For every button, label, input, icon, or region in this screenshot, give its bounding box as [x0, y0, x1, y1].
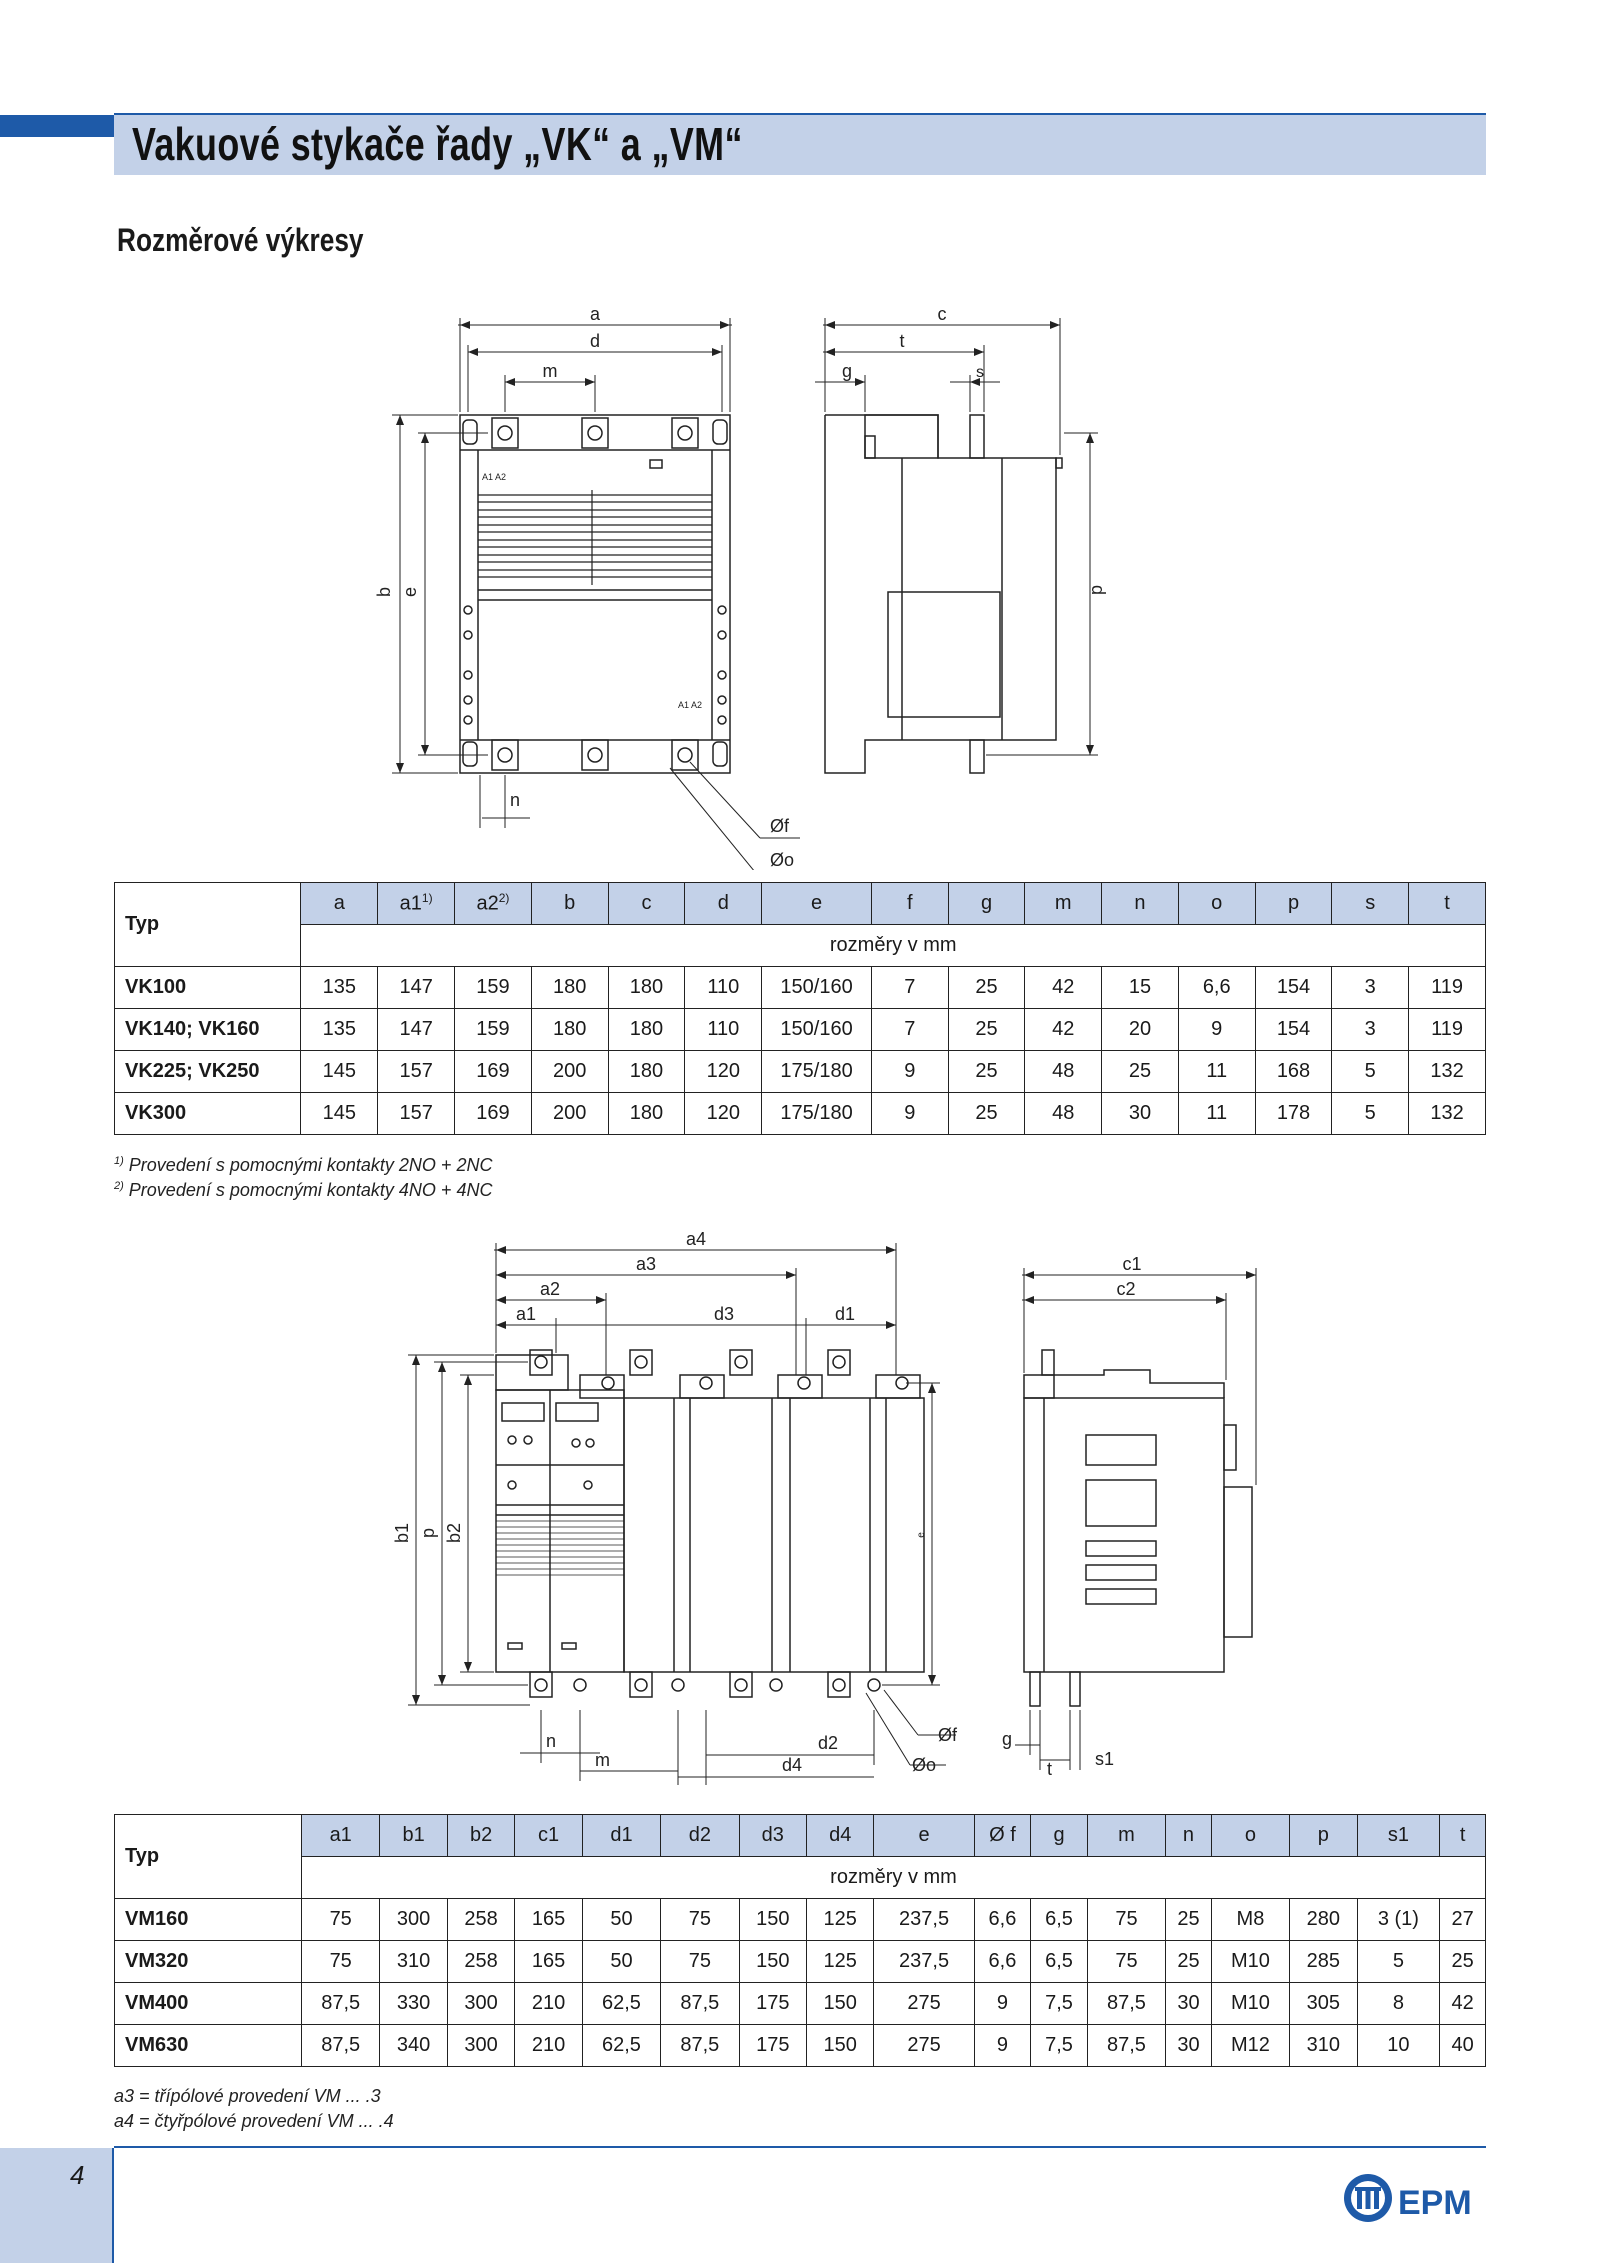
page-title: Vakuové stykače řady „VK“ a „VM“ — [132, 118, 743, 170]
table-cell: 145 — [301, 1051, 378, 1093]
table-cell: 30 — [1166, 1983, 1212, 2025]
vk-dimensions-table — [114, 882, 1486, 1135]
table-cell: 3 — [1332, 967, 1409, 1009]
row-type: VK225; VK250 — [115, 1051, 301, 1093]
vm-label-a3: a3 — [635, 1254, 657, 1274]
table-cell: 119 — [1409, 967, 1486, 1009]
table-cell: 9 — [871, 1093, 948, 1135]
table-cell: 5 — [1332, 1051, 1409, 1093]
table-cell: 175/180 — [762, 1051, 872, 1093]
vm-col-header: d2 — [661, 1815, 739, 1857]
vk-coil-label-bottom: A1 A2 — [678, 700, 703, 710]
table-cell: 275 — [874, 2025, 974, 2067]
vm-col-header: a1 — [302, 1815, 380, 1857]
table-cell: 157 — [378, 1093, 455, 1135]
table-cell: 150 — [739, 1941, 806, 1983]
table-cell: 135 — [301, 1009, 378, 1051]
table-cell: 9 — [871, 1051, 948, 1093]
row-type: VM320 — [115, 1941, 302, 1983]
table-cell: 165 — [515, 1941, 582, 1983]
table-row — [115, 1983, 1486, 2025]
table-cell: 135 — [301, 967, 378, 1009]
table-cell: 3 (1) — [1357, 1899, 1440, 1941]
vm-label-o: Øo — [912, 1755, 937, 1775]
table-cell: 25 — [948, 967, 1025, 1009]
row-type: VM160 — [115, 1899, 302, 1941]
vm-note-2: a4 = čtyřpólové provedení VM ... .4 — [114, 2111, 394, 2131]
table-cell: 25 — [1102, 1051, 1179, 1093]
table-row — [115, 1093, 1486, 1135]
table-cell: 40 — [1440, 2025, 1486, 2067]
table-cell: 280 — [1290, 1899, 1357, 1941]
table-cell: 147 — [378, 967, 455, 1009]
vk-label-b: b — [374, 586, 394, 598]
vk-table-body — [115, 967, 1486, 1135]
vm-note-1: a3 = třípólové provedení VM ... .3 — [114, 2086, 381, 2106]
table-cell: 7 — [871, 1009, 948, 1051]
vm-label-s1: s1 — [1095, 1749, 1115, 1769]
table-cell: 180 — [608, 1093, 685, 1135]
vk-coil-label-top: A1 A2 — [482, 472, 507, 482]
vk-label-g: g — [841, 361, 853, 381]
table-cell: 200 — [531, 1093, 608, 1135]
table-cell: 305 — [1290, 1983, 1357, 2025]
table-cell: 62,5 — [582, 2025, 660, 2067]
vm-col-header: d1 — [582, 1815, 660, 1857]
table-cell: 175/180 — [762, 1093, 872, 1135]
table-cell: 237,5 — [874, 1941, 974, 1983]
table-cell: 330 — [380, 1983, 447, 2025]
table-cell: 210 — [515, 2025, 582, 2067]
table-cell: 110 — [685, 1009, 762, 1051]
table-cell: 310 — [380, 1941, 447, 1983]
section-title: Rozměrové výkresy — [117, 222, 364, 258]
vm-col-header: n — [1166, 1815, 1212, 1857]
vm-col-header: d4 — [807, 1815, 874, 1857]
vm-label-m: m — [595, 1750, 610, 1770]
vm-col-header: p — [1290, 1815, 1357, 1857]
vm-label-a1: a1 — [515, 1304, 537, 1324]
table-cell: 42 — [1025, 967, 1102, 1009]
vk-label-n: n — [510, 790, 521, 810]
table-cell: 7,5 — [1031, 2025, 1088, 2067]
vm-dimension-drawing — [390, 1225, 1270, 1795]
vk-col-header: b — [531, 883, 608, 925]
table-cell: 175 — [739, 2025, 806, 2067]
vk-col-header: f — [871, 883, 948, 925]
table-cell: 50 — [582, 1899, 660, 1941]
table-cell: 178 — [1255, 1093, 1332, 1135]
vk-unit-label: rozměry v mm — [301, 925, 1486, 967]
table-cell: 6,6 — [974, 1941, 1031, 1983]
vk-col-header: n — [1102, 883, 1179, 925]
table-cell: 5 — [1357, 1941, 1440, 1983]
table-cell: 340 — [380, 2025, 447, 2067]
vk-typ-header: Typ — [115, 883, 301, 967]
vm-col-header: b1 — [380, 1815, 447, 1857]
vk-col-header: a1$^{1)}$ — [378, 883, 455, 925]
table-cell: 42 — [1440, 1983, 1486, 2025]
vk-col-header: c — [608, 883, 685, 925]
table-cell: 175 — [739, 1983, 806, 2025]
vm-label-t: t — [1047, 1759, 1053, 1779]
table-cell: 6,6 — [974, 1899, 1031, 1941]
vk-label-m: m — [542, 361, 558, 381]
table-cell: 50 — [582, 1941, 660, 1983]
table-cell: 310 — [1290, 2025, 1357, 2067]
header-accent-bar — [0, 115, 114, 137]
table-cell: 25 — [948, 1051, 1025, 1093]
vm-col-header: c1 — [515, 1815, 582, 1857]
table-cell: 159 — [455, 967, 532, 1009]
vm-label-d3: d3 — [713, 1304, 735, 1324]
table-cell: 3 — [1332, 1009, 1409, 1051]
table-cell: 11 — [1178, 1093, 1255, 1135]
table-cell: 87,5 — [1087, 2025, 1165, 2067]
row-type: VM400 — [115, 1983, 302, 2025]
row-type: VM630 — [115, 2025, 302, 2067]
table-cell: 75 — [302, 1941, 380, 1983]
vm-label-a2: a2 — [539, 1279, 561, 1299]
table-cell: 20 — [1102, 1009, 1179, 1051]
vm-label-n: n — [546, 1731, 557, 1751]
table-cell: M10 — [1211, 1983, 1289, 2025]
vk-label-s: s — [976, 364, 984, 381]
vm-label-p: p — [418, 1527, 438, 1539]
table-cell: 42 — [1025, 1009, 1102, 1051]
table-cell: M8 — [1211, 1899, 1289, 1941]
table-cell: 154 — [1255, 967, 1332, 1009]
table-cell: 120 — [685, 1093, 762, 1135]
table-cell: 6,5 — [1031, 1941, 1088, 1983]
table-cell: 75 — [661, 1899, 739, 1941]
vm-label-a4: a4 — [685, 1229, 707, 1249]
table-cell: 169 — [455, 1051, 532, 1093]
vk-col-header: e — [762, 883, 872, 925]
vk-col-header: a2$^{2)}$ — [455, 883, 532, 925]
vm-label-d4: d4 — [782, 1755, 803, 1775]
table-cell: 30 — [1102, 1093, 1179, 1135]
table-cell: 6,5 — [1031, 1899, 1088, 1941]
table-cell: 159 — [455, 1009, 532, 1051]
table-row — [115, 1009, 1486, 1051]
page-number: 4 — [70, 2160, 85, 2190]
table-cell: 25 — [948, 1093, 1025, 1135]
vm-label-e: e — [916, 1532, 927, 1538]
table-cell: 285 — [1290, 1941, 1357, 1983]
vk-label-d: d — [589, 331, 601, 351]
table-cell: 6,6 — [1178, 967, 1255, 1009]
vm-label-b1: b1 — [392, 1522, 412, 1544]
vk-label-p: p — [1086, 584, 1106, 596]
vk-label-c: c — [937, 304, 947, 324]
table-cell: 237,5 — [874, 1899, 974, 1941]
table-cell: 150 — [807, 2025, 874, 2067]
table-cell: 48 — [1025, 1051, 1102, 1093]
table-cell: 125 — [807, 1899, 874, 1941]
table-cell: 87,5 — [1087, 1983, 1165, 2025]
table-cell: 275 — [874, 1983, 974, 2025]
row-type: VK300 — [115, 1093, 301, 1135]
table-cell: 11 — [1178, 1051, 1255, 1093]
table-cell: 5 — [1332, 1093, 1409, 1135]
vm-col-header: e — [874, 1815, 974, 1857]
footer-rule — [114, 2146, 1486, 2148]
vk-label-a: a — [589, 304, 601, 324]
table-cell: 300 — [447, 1983, 514, 2025]
table-cell: 7,5 — [1031, 1983, 1088, 2025]
table-cell: 87,5 — [661, 1983, 739, 2025]
vm-label-d1: d1 — [834, 1304, 856, 1324]
table-row — [115, 1941, 1486, 1983]
table-cell: 180 — [531, 967, 608, 1009]
table-cell: M10 — [1211, 1941, 1289, 1983]
table-cell: 200 — [531, 1051, 608, 1093]
table-cell: 180 — [531, 1009, 608, 1051]
vm-typ-header: Typ — [115, 1815, 302, 1899]
table-cell: 15 — [1102, 967, 1179, 1009]
vk-col-header: g — [948, 883, 1025, 925]
table-cell: 180 — [608, 967, 685, 1009]
vk-label-f: Øf — [770, 816, 790, 836]
vm-unit-label: rozměry v mm — [302, 1857, 1486, 1899]
table-row — [115, 1899, 1486, 1941]
vk-col-header: s — [1332, 883, 1409, 925]
table-cell: 157 — [378, 1051, 455, 1093]
vm-label-c1: c1 — [1122, 1254, 1142, 1274]
table-cell: 132 — [1409, 1051, 1486, 1093]
table-cell: 180 — [608, 1051, 685, 1093]
table-cell: 150 — [807, 1983, 874, 2025]
table-cell: 7 — [871, 967, 948, 1009]
vm-col-header: d3 — [739, 1815, 806, 1857]
vm-label-b2: b2 — [444, 1522, 464, 1544]
vk-label-e: e — [400, 586, 420, 598]
table-cell: 119 — [1409, 1009, 1486, 1051]
table-cell: 150/160 — [762, 967, 872, 1009]
table-row — [115, 1051, 1486, 1093]
vk-col-header: d — [685, 883, 762, 925]
vk-col-header: t — [1409, 883, 1486, 925]
vk-label-o: Øo — [770, 850, 795, 870]
page-number-box — [0, 2148, 114, 2263]
table-cell: 75 — [661, 1941, 739, 1983]
table-cell: 145 — [301, 1093, 378, 1135]
epm-logo — [1340, 2170, 1490, 2230]
table-cell: 120 — [685, 1051, 762, 1093]
vm-label-c2: c2 — [1116, 1279, 1136, 1299]
row-type: VK100 — [115, 967, 301, 1009]
vm-col-header: b2 — [447, 1815, 514, 1857]
vm-label-f: Øf — [938, 1725, 958, 1745]
vm-col-header: o — [1211, 1815, 1289, 1857]
vk-note-1: $^{1)}$ Provedení s pomocnými kontakty 2NO + 2NC — [114, 1155, 493, 1175]
table-cell: 87,5 — [302, 1983, 380, 2025]
table-cell: 25 — [1166, 1899, 1212, 1941]
table-cell: 110 — [685, 967, 762, 1009]
table-cell: 165 — [515, 1899, 582, 1941]
vm-col-header: m — [1087, 1815, 1165, 1857]
table-row — [115, 967, 1486, 1009]
vm-table-body — [115, 1899, 1486, 2067]
table-cell: 258 — [447, 1941, 514, 1983]
vk-col-header: a — [301, 883, 378, 925]
vk-dimension-drawing — [370, 300, 1250, 870]
table-cell: 48 — [1025, 1093, 1102, 1135]
vm-col-header: g — [1031, 1815, 1088, 1857]
logo-text: EPM — [1398, 2184, 1472, 2222]
table-cell: M12 — [1211, 2025, 1289, 2067]
table-cell: 300 — [447, 2025, 514, 2067]
table-cell: 9 — [1178, 1009, 1255, 1051]
vm-col-header: t — [1440, 1815, 1486, 1857]
table-cell: 87,5 — [302, 2025, 380, 2067]
table-cell: 8 — [1357, 1983, 1440, 2025]
vm-label-d2: d2 — [818, 1733, 839, 1753]
table-cell: 62,5 — [582, 1983, 660, 2025]
vk-note-2: $^{2)}$ Provedení s pomocnými kontakty 4NO + 4NC — [114, 1180, 493, 1200]
table-cell: 180 — [608, 1009, 685, 1051]
vm-col-header: s1 — [1357, 1815, 1440, 1857]
vm-label-g: g — [1002, 1729, 1013, 1749]
table-cell: 87,5 — [661, 2025, 739, 2067]
table-cell: 132 — [1409, 1093, 1486, 1135]
table-cell: 210 — [515, 1983, 582, 2025]
table-cell: 300 — [380, 1899, 447, 1941]
vk-col-header: p — [1255, 883, 1332, 925]
table-cell: 27 — [1440, 1899, 1486, 1941]
table-cell: 150 — [739, 1899, 806, 1941]
table-cell: 75 — [1087, 1941, 1165, 1983]
table-cell: 147 — [378, 1009, 455, 1051]
vk-col-header: o — [1178, 883, 1255, 925]
table-cell: 154 — [1255, 1009, 1332, 1051]
table-cell: 9 — [974, 1983, 1031, 2025]
table-cell: 30 — [1166, 2025, 1212, 2067]
table-cell: 258 — [447, 1899, 514, 1941]
table-cell: 169 — [455, 1093, 532, 1135]
table-cell: 9 — [974, 2025, 1031, 2067]
table-cell: 168 — [1255, 1051, 1332, 1093]
table-cell: 25 — [948, 1009, 1025, 1051]
vk-col-header: m — [1025, 883, 1102, 925]
vm-dimensions-table — [114, 1814, 1486, 2067]
title-band — [114, 113, 1486, 175]
row-type: VK140; VK160 — [115, 1009, 301, 1051]
table-cell: 75 — [1087, 1899, 1165, 1941]
vk-label-t: t — [899, 331, 905, 351]
table-cell: 10 — [1357, 2025, 1440, 2067]
vm-col-header: Ø f — [974, 1815, 1031, 1857]
table-row — [115, 2025, 1486, 2067]
table-cell: 25 — [1440, 1941, 1486, 1983]
table-cell: 75 — [302, 1899, 380, 1941]
table-cell: 25 — [1166, 1941, 1212, 1983]
table-cell: 125 — [807, 1941, 874, 1983]
table-cell: 150/160 — [762, 1009, 872, 1051]
